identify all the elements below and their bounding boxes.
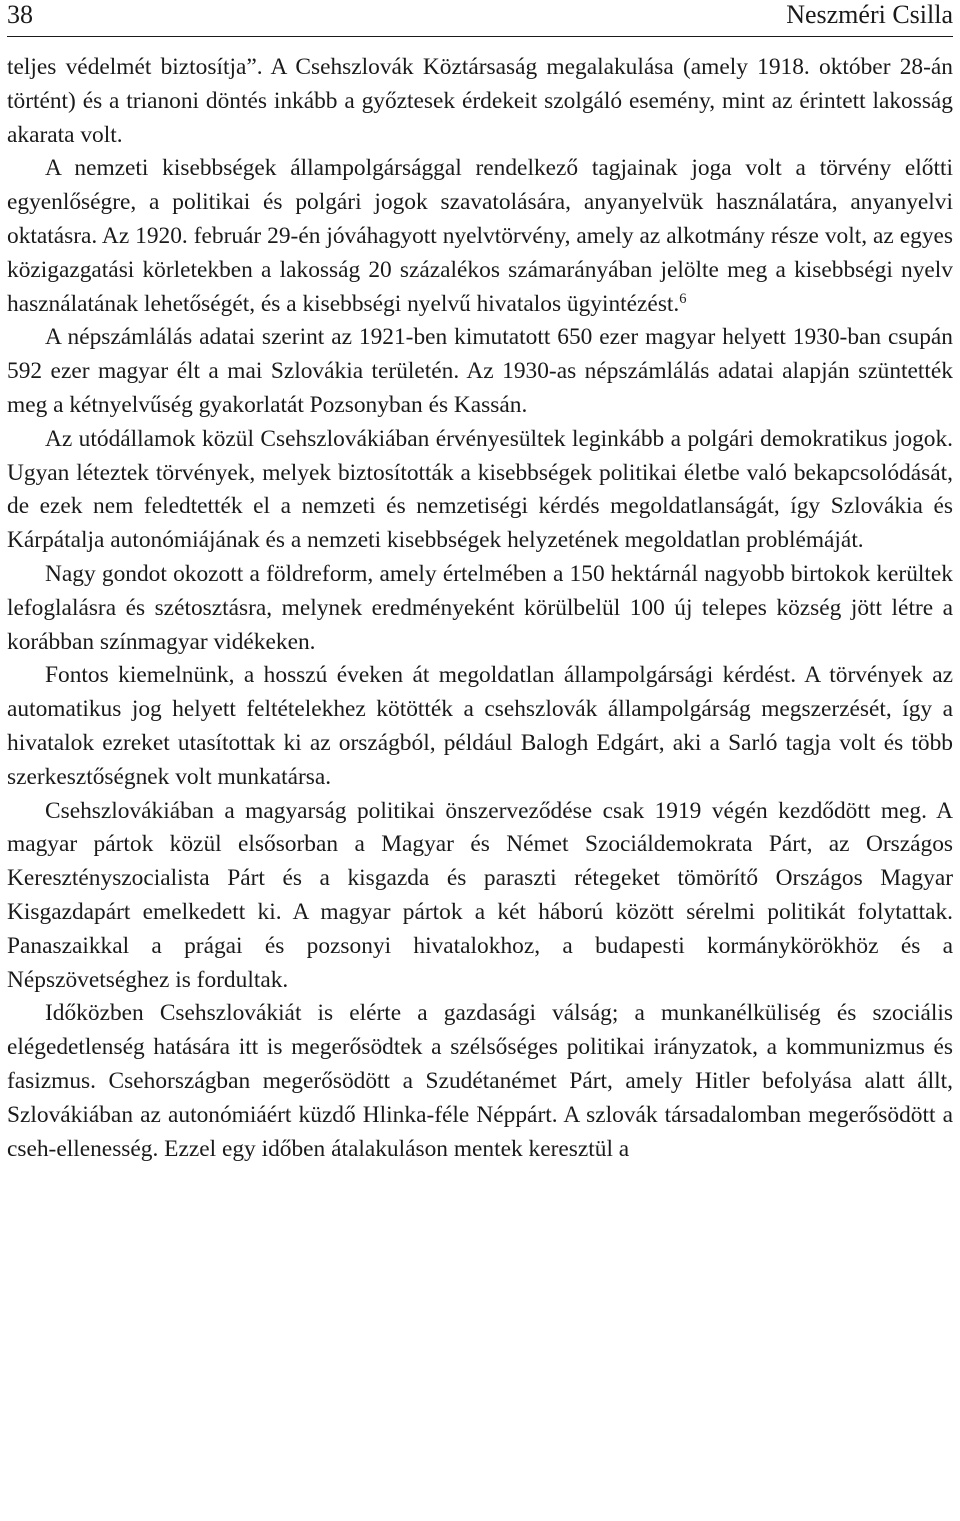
paragraph [7,423,953,558]
document-page [7,0,953,1166]
paragraph-text: Nagy gondot okozott a földreform, amely értelmében a 150 hektárnál nagyobb birtokok kerültek lefoglalásra és szétosztásra, melynek eredményeként körülbelül 100 új telepes község jött létre a korábban színmagyar vidékeken. [7,560,953,655]
page-number: 38 [7,0,33,29]
paragraph-text: Időközben Csehszlovákiát is elérte a gazdasági válság; a munkanélküliség és szociális elégedetlenség hatására itt is megerősödtek a szélsőséges politikai irányzatok, a kommunizmus és fasizmus. Csehországban megerősödött a Szudétanémet Párt, amely Hitler befolyása alatt állt, Szlovákiában az autonómiáért küzdő Hlinka-féle Néppárt. A szlovák társadalomban megerősödött a cseh-ellenesség. Ezzel egy időben átalakuláson mentek keresztül a [7,1000,953,1162]
paragraph-text: Csehszlovákiában a magyarság politikai önszerveződése csak 1919 végén kezdődött meg. A magyar pártok közül elsősorban a Magyar és Német Szociáldemokrata Párt, az Országos Keresztényszocialista Párt és a kisgazda és paraszti rétegeket tömörítő Országos Magyar Kisgazdapárt emelkedett ki. A magyar pártok a két háború között sérelmi politikát folytattak. Panaszaikkal a prágai és pozsonyi hivatalokhoz, a budapesti kormánykörökhöz és a Népszövetséghez is fordultak. [7,797,953,993]
paragraph-text: Az utódállamok közül Csehszlovákiában érvényesültek leginkább a polgári demokratikus jogok. Ugyan léteztek törvények, melyek biztosították a kisebbségek politikai életbe való bekapcsolódását, de ezek nem feledtették el a nemzeti és nemzetiségi kérdés megoldatlanságát, így Szlovákia és Kárpátalja autonómiájának és a nemzeti kisebbségek helyzetének megoldatlan problémáját. [7,425,953,554]
paragraph [7,795,953,998]
paragraph [7,558,953,659]
paragraph-text: Fontos kiemelnünk, a hosszú éveken át megoldatlan állampolgársági kérdést. A törvények az automatikus jog helyett feltételekhez kötötték a csehszlovák állampolgárság megszerzését, így a hivatalok ezreket utasítottak ki az országból, például Balogh Edgárt, aki a Sarló tagja volt és több szerkesztőségnek volt munkatársa. [7,662,953,790]
paragraph [7,152,953,321]
paragraph [7,321,953,422]
paragraph [7,659,953,794]
paragraph-text: A nemzeti kisebbségek állampolgársággal rendelkező tagjainak joga volt a törvény előtti egyenlőségre, a politikai és polgári jogok szavatolására, anyanyelvük használatára, anyanyelvi oktatásra. Az 1920. február 29-én jóváhagyott nyelvtörvény, amely az alkotmány része volt, az egyes közigazgatási körletekben a lakosság 20 százalékos számarányában jelölte meg a kisebbségi nyelv használatának lehetőségét, és a kisebbségi nyelvű hivatalos ügyintézést. [7,155,953,317]
page-header [7,0,953,37]
body-text [7,51,953,1166]
paragraph-text: A népszámlálás adatai szerint az 1921-ben kimutatott 650 ezer magyar helyett 1930-ban csupán 592 ezer magyar élt a mai Szlovákia területén. Az 1930-as népszámlálás adatai alapján szüntették meg a kétnyelvűség gyakorlatát Pozsonyban és Kassán. [7,324,953,418]
footnote-marker: 6 [679,290,687,307]
running-header-author: Neszméri Csilla [786,0,953,29]
paragraph-text: teljes védelmét biztosítja”. A Csehszlovák Köztársaság megalakulása (amely 1918. október 28-án történt) és a trianoni döntés inkább a győztesek érdekeit szolgáló esemény, mint az érintett lakosság akarata volt. [7,54,953,148]
paragraph [7,51,953,152]
paragraph [7,997,953,1166]
